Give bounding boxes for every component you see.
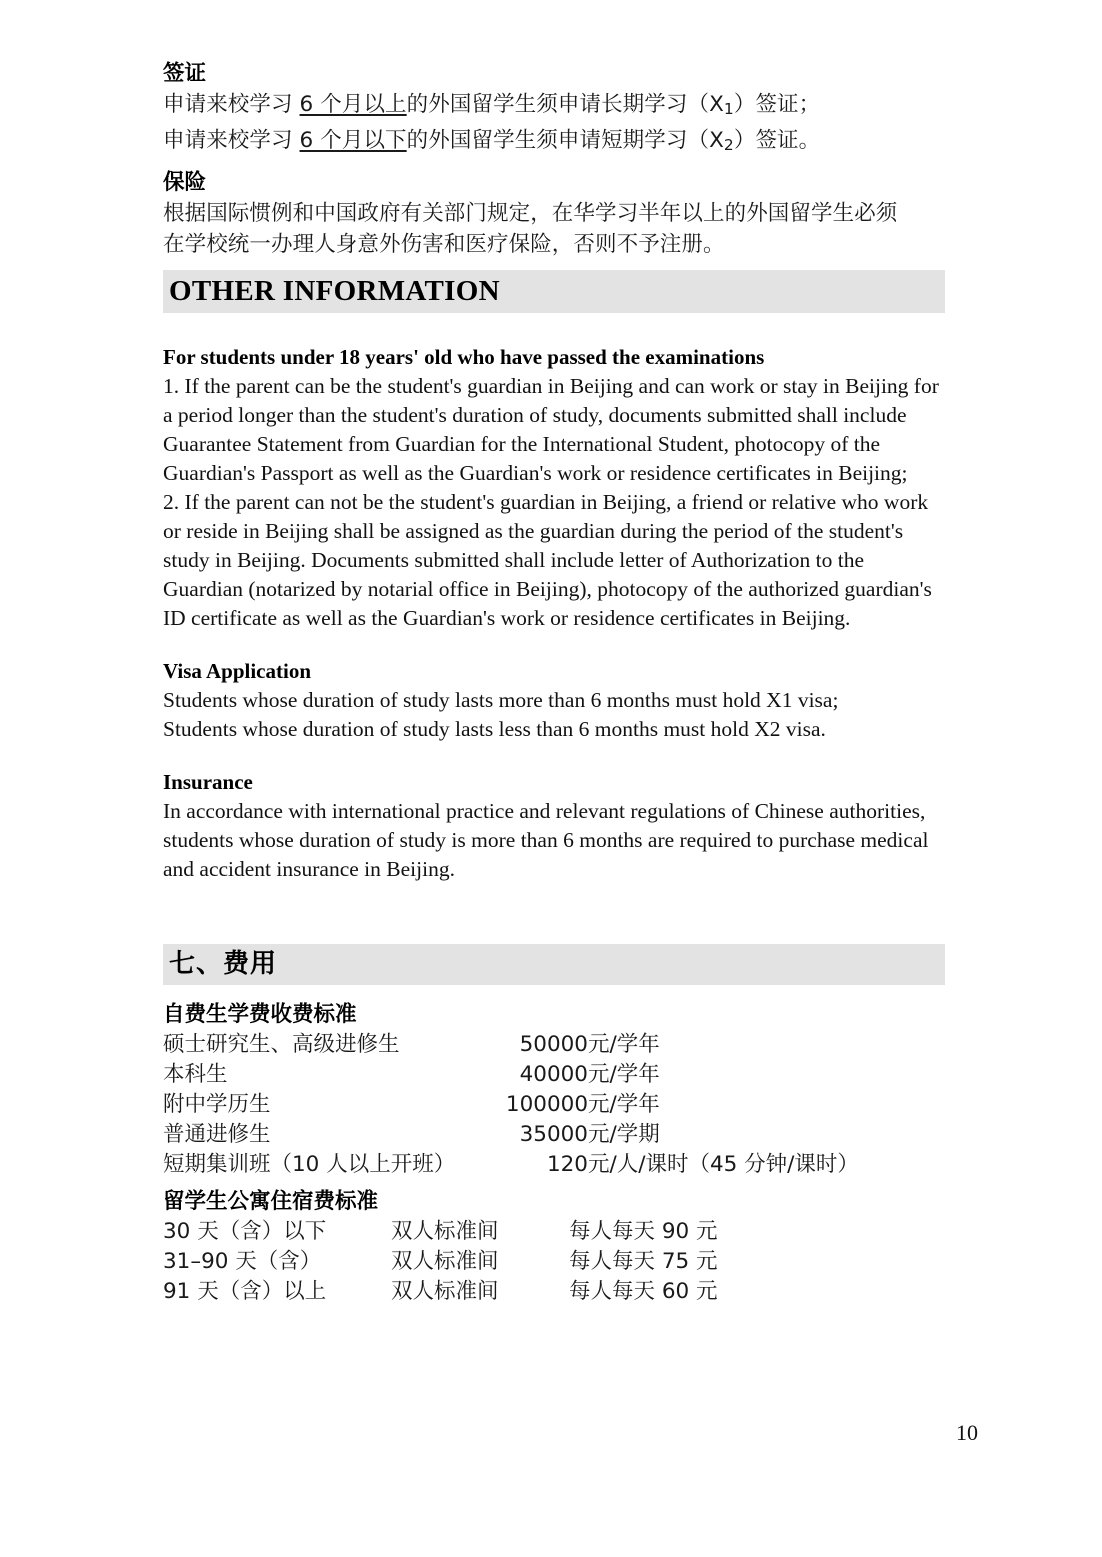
tuition-row-label: 附中学历生 — [163, 1091, 271, 1117]
accommodation-table-body — [163, 1217, 718, 1307]
visa-line-2-subscript: 2 — [723, 135, 734, 154]
tuition-row-label: 短期集训班（10 人以上开班） — [163, 1151, 456, 1177]
visa-application-section — [163, 657, 945, 744]
visa-line-2-suffix: ）签证。 — [733, 127, 821, 153]
fees-band: 七、费用 — [163, 944, 945, 985]
tuition-heading: 自费生学费收费标准 — [163, 1001, 357, 1027]
tuition-section — [163, 999, 945, 1180]
accommodation-section — [163, 1186, 945, 1307]
accommodation-row — [163, 1217, 718, 1247]
insurance-heading-en: Insurance — [163, 769, 253, 794]
visa-line-1-prefix: 申请来校学习 — [163, 92, 300, 117]
accommodation-row-rate: 每人每天 60 元 — [569, 1278, 718, 1304]
tuition-row-label: 本科生 — [163, 1061, 228, 1087]
tuition-row-unit: 元/学年 — [588, 1091, 660, 1117]
under-18-item-1: 1. If the parent can be the student's guardian in Beijing and can work or stay in Beijing for a period longer than the student's duration of study, documents submitted shall include Guarantee Statement from Guardian for the International Student, photocopy of the Guardian's Passport as well as the Guardian's work or residence certificates in Beijing; — [163, 373, 939, 485]
under-18-heading: For students under 18 years' old who have passed the examinations — [163, 344, 765, 369]
tuition-row-amount: 50000 — [519, 1031, 588, 1057]
accommodation-row-rate: 每人每天 75 元 — [569, 1248, 718, 1274]
page-number: 10 — [956, 1420, 978, 1445]
visa-section-cn — [163, 58, 945, 161]
tuition-table-body — [163, 1030, 859, 1180]
visa-line-1-subscript: 1 — [723, 99, 734, 118]
accommodation-row-room-type: 双人标准间 — [391, 1218, 499, 1244]
visa-line-1-underline: 6 个月以上 — [299, 92, 407, 117]
tuition-row-unit: 元/学期 — [588, 1121, 660, 1147]
tuition-row-unit: 元/人/课时（45 分钟/课时） — [588, 1151, 859, 1177]
under-18-section — [163, 343, 945, 633]
visa-line-2-mid: 的外国留学生须申请短期学习（X — [406, 127, 724, 153]
insurance-heading-cn: 保险 — [163, 169, 207, 195]
visa-line-2-prefix: 申请来校学习 — [163, 127, 300, 153]
accommodation-row-room-type: 双人标准间 — [391, 1278, 499, 1304]
visa-line-1 — [163, 89, 945, 125]
visa-line-2 — [163, 125, 945, 161]
accommodation-row — [163, 1277, 718, 1307]
tuition-row-amount: 40000 — [519, 1061, 588, 1087]
tuition-row-amount: 35000 — [519, 1121, 588, 1147]
visa-line-2-underline: 6 个月以下 — [299, 127, 407, 153]
tuition-row — [163, 1120, 859, 1150]
tuition-row — [163, 1030, 859, 1060]
other-information-band: OTHER INFORMATION — [163, 270, 945, 313]
accommodation-row-duration: 30 天（含）以下 — [163, 1218, 327, 1244]
accommodation-row-rate: 每人每天 90 元 — [569, 1218, 718, 1244]
tuition-row-unit: 元/学年 — [588, 1031, 660, 1057]
tuition-row-amount: 100000 — [505, 1091, 588, 1117]
tuition-row-label: 硕士研究生、高级进修生 — [163, 1031, 400, 1057]
accommodation-row-room-type: 双人标准间 — [391, 1248, 499, 1274]
accommodation-row-duration: 91 天（含）以上 — [163, 1278, 327, 1304]
under-18-item-2: 2. If the parent can not be the student's guardian in Beijing, a friend or relative who work or reside in Beijing shall be assigned as the guardian during the period of the student's study in Beijing. Documents submitted shall include letter of Authorization to the Guardian (notarized by notarial office in Beijing), photocopy of the authorized guardian's ID certificate as well as the Guardian's work or residence certificates in Beijing. — [163, 489, 932, 630]
insurance-line-2: 在学校统一办理人身意外伤害和医疗保险，否则不予注册。 — [163, 231, 725, 257]
tuition-table — [163, 1030, 859, 1180]
accommodation-heading: 留学生公寓住宿费标准 — [163, 1188, 379, 1214]
tuition-row-label: 普通进修生 — [163, 1121, 271, 1147]
visa-application-line-2: Students whose duration of study lasts less than 6 months must hold X2 visa. — [163, 716, 826, 741]
accommodation-row-duration: 31–90 天（含） — [163, 1248, 322, 1274]
page-content — [163, 0, 945, 1307]
accommodation-table — [163, 1217, 718, 1307]
visa-line-1-mid: 的外国留学生须申请长期学习（X — [406, 92, 724, 117]
insurance-section-cn — [163, 167, 945, 260]
accommodation-row — [163, 1247, 718, 1277]
tuition-row-amount: 120 — [546, 1151, 588, 1177]
visa-application-line-1: Students whose duration of study lasts more than 6 months must hold X1 visa; — [163, 687, 839, 712]
visa-line-1-suffix: ）签证； — [733, 92, 821, 117]
tuition-row — [163, 1150, 859, 1180]
insurance-section-en — [163, 768, 945, 884]
tuition-row — [163, 1060, 859, 1090]
tuition-row — [163, 1090, 859, 1120]
insurance-body-en: In accordance with international practice and relevant regulations of Chinese authorities, students whose duration of study is more than 6 months are required to purchase medical and accident insurance in Beijing. — [163, 798, 929, 881]
visa-heading-cn: 签证 — [163, 61, 207, 86]
tuition-row-unit: 元/学年 — [588, 1061, 660, 1087]
insurance-line-1: 根据国际惯例和中国政府有关部门规定，在华学习半年以上的外国留学生必须 — [163, 200, 898, 226]
visa-application-heading: Visa Application — [163, 658, 312, 683]
